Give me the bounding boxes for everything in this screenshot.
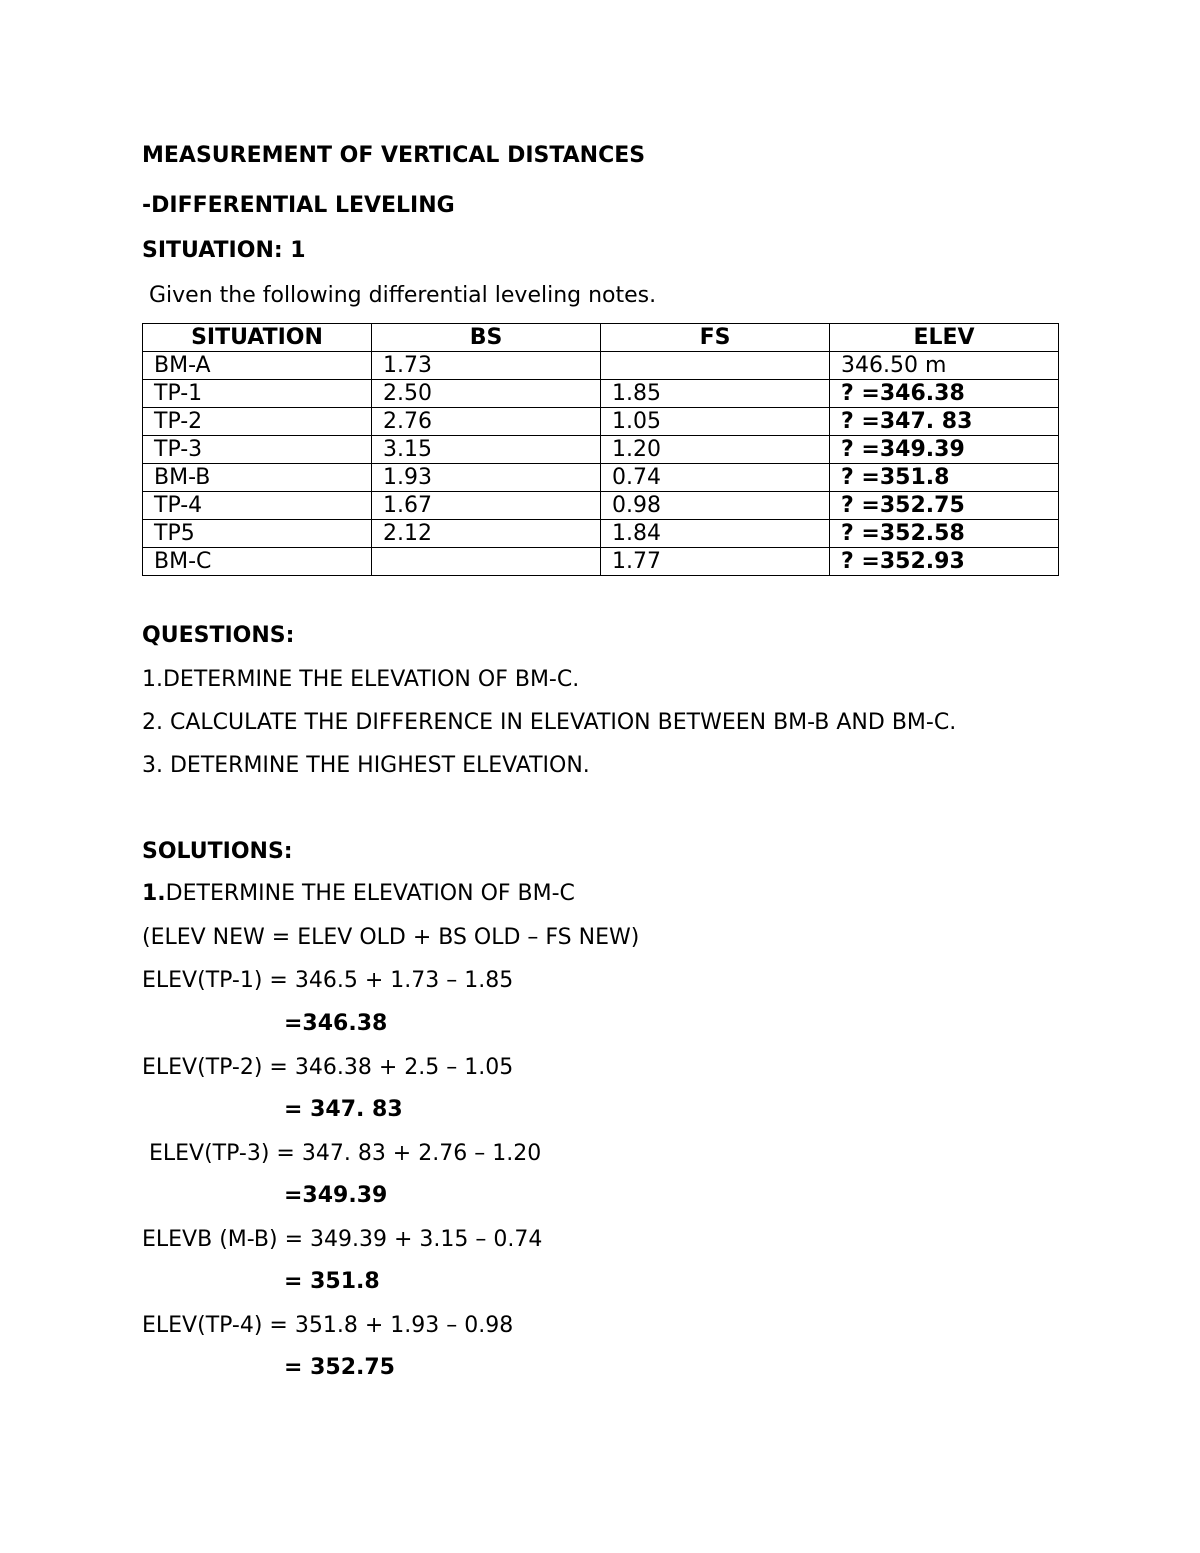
- document-subtitle: -DIFFERENTIAL LEVELING: [142, 193, 455, 218]
- step-expression: ELEV(TP-3) = 347. 83 + 2.76 – 1.20: [142, 1141, 542, 1166]
- table-row: [143, 520, 1059, 548]
- step-result: =349.39: [284, 1183, 388, 1208]
- solution-number: 1.: [142, 881, 166, 906]
- cell-fs: 1.85: [601, 380, 830, 408]
- table-row: [143, 380, 1059, 408]
- solution-1-heading: [142, 881, 575, 907]
- cell-bs: 2.50: [372, 380, 601, 408]
- table-row: [143, 352, 1059, 380]
- cell-fs: 0.98: [601, 492, 830, 520]
- cell-fs: 1.77: [601, 548, 830, 576]
- cell-bs: 1.93: [372, 464, 601, 492]
- step-expression: ELEV(TP-1) = 346.5 + 1.73 – 1.85: [142, 968, 514, 993]
- cell-elev: 346.50 m: [830, 352, 1059, 380]
- cell-elev: ? =351.8: [830, 464, 1059, 492]
- question-item: 2. CALCULATE THE DIFFERENCE IN ELEVATION BETWEEN BM-B AND BM-C.: [142, 710, 957, 735]
- step-result: = 347. 83: [284, 1097, 403, 1122]
- cell-fs: 0.74: [601, 464, 830, 492]
- solutions-heading: SOLUTIONS:: [142, 839, 293, 864]
- step-result: = 351.8: [284, 1269, 380, 1294]
- leveling-table: [142, 323, 1059, 576]
- cell-station: TP-3: [143, 436, 372, 464]
- column-header-situation: SITUATION: [143, 324, 372, 352]
- situation-label: SITUATION: 1: [142, 238, 306, 263]
- solution-text: DETERMINE THE ELEVATION OF BM-C: [165, 881, 575, 906]
- document-title: MEASUREMENT OF VERTICAL DISTANCES: [142, 143, 646, 168]
- table-header-row: [143, 324, 1059, 352]
- cell-bs: 3.15: [372, 436, 601, 464]
- column-header-bs: BS: [372, 324, 601, 352]
- cell-elev: ? =347. 83: [830, 408, 1059, 436]
- cell-station: TP-2: [143, 408, 372, 436]
- table-row: [143, 464, 1059, 492]
- column-header-fs: FS: [601, 324, 830, 352]
- cell-elev: ? =346.38: [830, 380, 1059, 408]
- cell-fs: 1.84: [601, 520, 830, 548]
- cell-station: BM-C: [143, 548, 372, 576]
- cell-elev: ? =352.58: [830, 520, 1059, 548]
- cell-station: BM-A: [143, 352, 372, 380]
- cell-fs: 1.05: [601, 408, 830, 436]
- step-result: =346.38: [284, 1011, 388, 1036]
- cell-elev: ? =352.93: [830, 548, 1059, 576]
- cell-bs: 1.73: [372, 352, 601, 380]
- cell-bs: [372, 548, 601, 576]
- cell-bs: 2.12: [372, 520, 601, 548]
- question-item: 1.DETERMINE THE ELEVATION OF BM-C.: [142, 667, 580, 692]
- step-expression: ELEV(TP-4) = 351.8 + 1.93 – 0.98: [142, 1313, 514, 1338]
- cell-fs: 1.20: [601, 436, 830, 464]
- table-row: [143, 408, 1059, 436]
- cell-bs: 1.67: [372, 492, 601, 520]
- step-result: = 352.75: [284, 1355, 395, 1380]
- question-item: 3. DETERMINE THE HIGHEST ELEVATION.: [142, 753, 590, 778]
- table-row: [143, 548, 1059, 576]
- formula-line: (ELEV NEW = ELEV OLD + BS OLD – FS NEW): [142, 925, 640, 950]
- cell-elev: ? =352.75: [830, 492, 1059, 520]
- step-expression: ELEV(TP-2) = 346.38 + 2.5 – 1.05: [142, 1055, 514, 1080]
- cell-station: TP-1: [143, 380, 372, 408]
- cell-elev: ? =349.39: [830, 436, 1059, 464]
- table-row: [143, 492, 1059, 520]
- cell-station: BM-B: [143, 464, 372, 492]
- questions-heading: QUESTIONS:: [142, 623, 295, 648]
- cell-bs: 2.76: [372, 408, 601, 436]
- cell-station: TP5: [143, 520, 372, 548]
- step-expression: ELEVB (M-B) = 349.39 + 3.15 – 0.74: [142, 1227, 543, 1252]
- cell-fs: [601, 352, 830, 380]
- column-header-elev: ELEV: [830, 324, 1059, 352]
- cell-station: TP-4: [143, 492, 372, 520]
- table-row: [143, 436, 1059, 464]
- intro-text: Given the following differential leveling notes.: [142, 283, 657, 308]
